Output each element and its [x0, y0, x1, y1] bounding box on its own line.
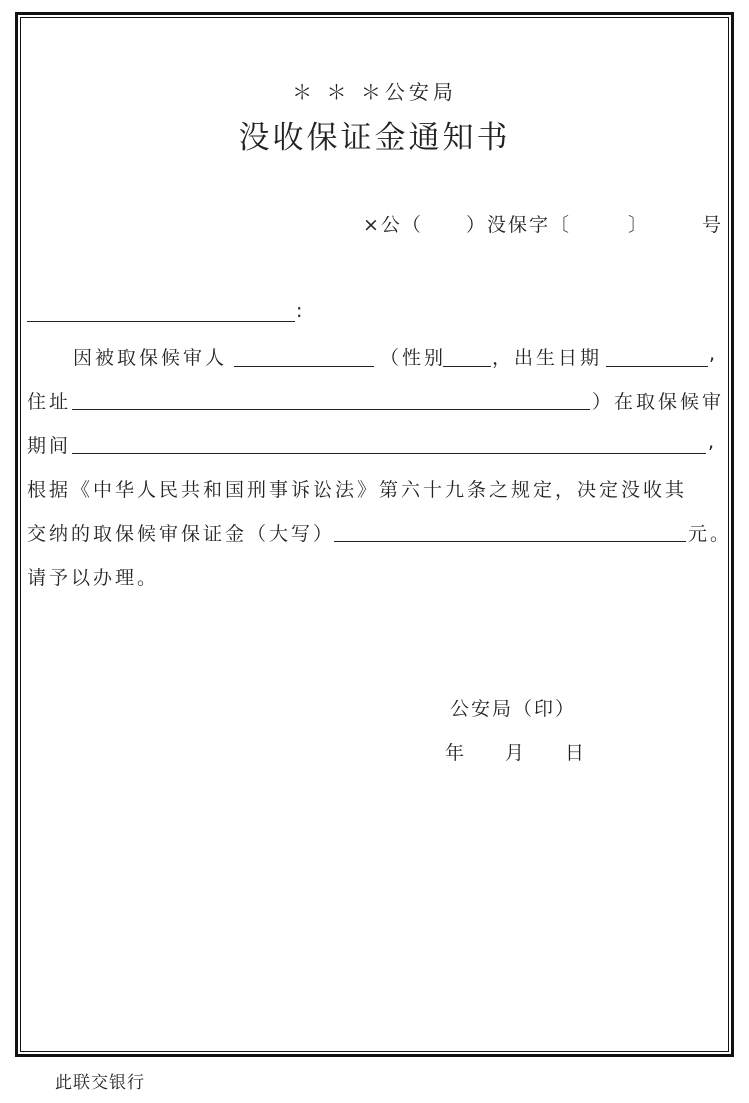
address-label: 住址: [27, 391, 72, 413]
line1-comma: ,: [709, 343, 719, 365]
birth-date-label: ，出生日期: [492, 347, 603, 369]
recipient-blank[interactable]: [27, 321, 295, 322]
line1-label: 因被取保候审人: [73, 347, 228, 369]
period-label: 期间: [27, 435, 72, 457]
document-title: 没收保证金通知书: [238, 120, 511, 156]
recipient-colon: :: [296, 300, 306, 322]
doc-number-suffix: 号: [702, 214, 724, 236]
office-seal: 公安局（印）: [450, 698, 577, 720]
suspect-name-blank[interactable]: [234, 366, 374, 367]
birth-date-blank[interactable]: [606, 366, 708, 367]
date-day: 日: [565, 742, 587, 764]
doc-number-prefix: ×公（: [363, 214, 423, 236]
violation-blank[interactable]: [72, 453, 706, 454]
deposit-label: 交纳的取保候审保证金（大写）: [27, 523, 336, 545]
date-month: 月: [505, 742, 527, 764]
legal-basis-text: 根据《中华人民共和国刑事诉讼法》第六十九条之规定，决定没收其: [27, 479, 688, 501]
doc-number-middle: ）没保字〔: [466, 214, 572, 236]
deposit-amount-blank[interactable]: [334, 541, 686, 542]
agency-name: ＊ ＊ ＊公安局: [292, 80, 457, 104]
copy-note: 此联交银行: [55, 1073, 145, 1093]
gender-blank[interactable]: [443, 366, 491, 367]
gender-label: （性别: [380, 347, 447, 369]
closing-text: 请予以办理。: [27, 567, 160, 589]
doc-number-bracket-close: 〕: [628, 214, 650, 236]
line3-comma: ,: [708, 431, 718, 453]
line2-end: ）在取保候审: [592, 391, 725, 413]
address-blank[interactable]: [72, 409, 590, 410]
currency-unit: 元。: [688, 523, 733, 545]
date-year: 年: [445, 742, 467, 764]
